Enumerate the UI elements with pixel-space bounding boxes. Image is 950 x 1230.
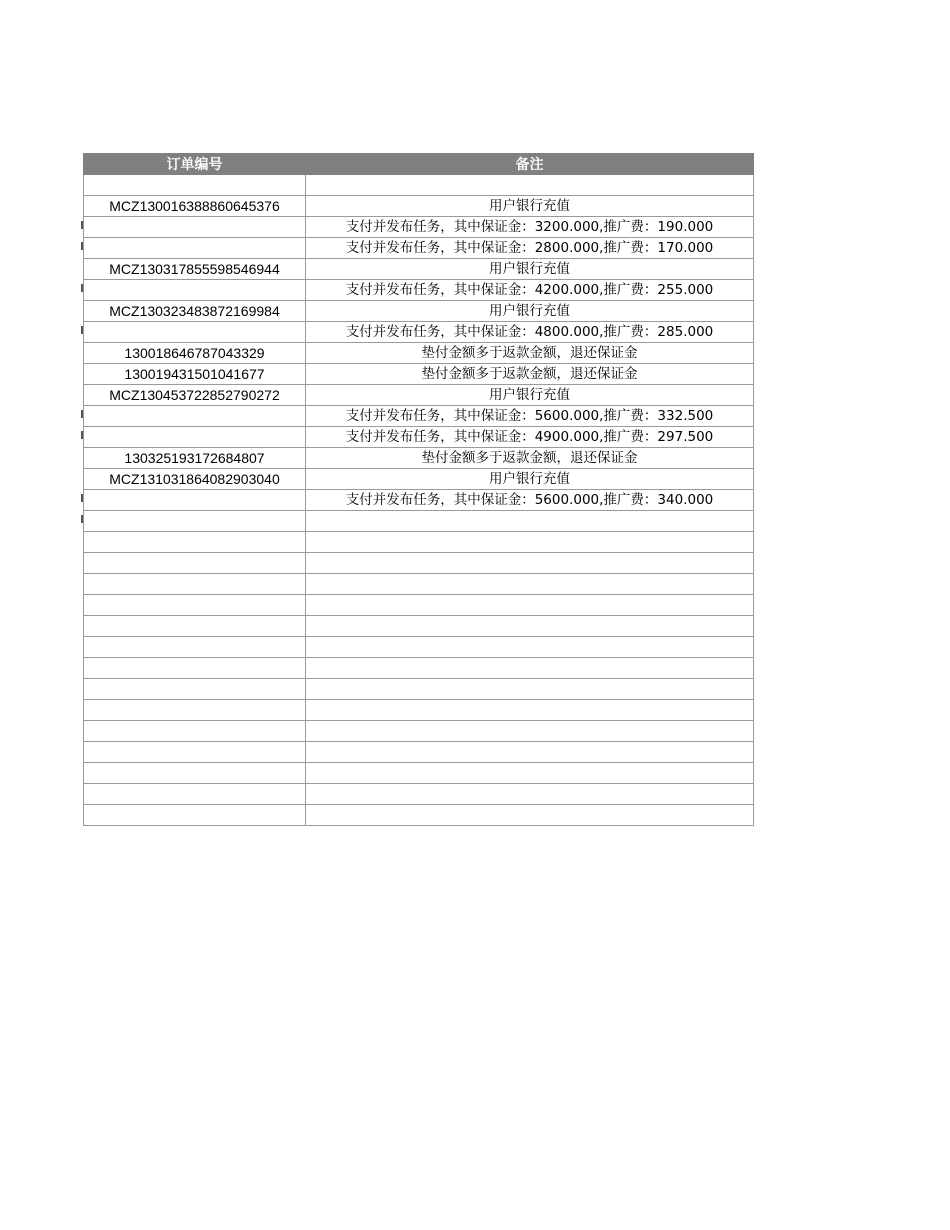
order-number-cell: [84, 238, 306, 259]
order-number-cell: [84, 280, 306, 301]
order-number-cell: [84, 574, 306, 595]
order-number-cell: MCZ130317855598546944: [84, 259, 306, 280]
order-number-cell: [84, 742, 306, 763]
order-number-cell: MCZ130323483872169984: [84, 301, 306, 322]
table-row: [84, 595, 754, 616]
table-row: [84, 469, 754, 490]
edge-mark: [81, 242, 83, 250]
table-row: [84, 343, 754, 364]
remark-header: 备注: [306, 154, 754, 175]
table-row: [84, 448, 754, 469]
table-row: [84, 700, 754, 721]
table-row: [84, 238, 754, 259]
order-number-cell: [84, 406, 306, 427]
table-row: [84, 301, 754, 322]
table-row: [84, 175, 754, 196]
order-number-cell: 130325193172684807: [84, 448, 306, 469]
header-row: [84, 154, 754, 175]
order-remark-sheet: [83, 153, 753, 826]
order-number-cell: [84, 784, 306, 805]
edge-mark: [81, 515, 83, 523]
remark-cell: 垫付金额多于返款金额，退还保证金: [306, 448, 754, 469]
edge-mark: [81, 494, 83, 502]
remark-cell: [306, 574, 754, 595]
remark-cell: [306, 532, 754, 553]
edge-mark: [81, 431, 83, 439]
remark-cell: 支付并发布任务，其中保证金：2800.000,推广费：170.000: [306, 238, 754, 259]
table-row: [84, 385, 754, 406]
order-number-cell: [84, 700, 306, 721]
edge-mark: [81, 326, 83, 334]
remark-cell: 用户银行充值: [306, 385, 754, 406]
table-row: [84, 217, 754, 238]
table-row: [84, 490, 754, 511]
remark-cell: 用户银行充值: [306, 301, 754, 322]
order-number-cell: [84, 763, 306, 784]
order-number-cell: [84, 175, 306, 196]
remark-cell: [306, 742, 754, 763]
remark-cell: [306, 637, 754, 658]
remark-cell: [306, 175, 754, 196]
table-row: [84, 805, 754, 826]
remark-cell: [306, 595, 754, 616]
table-row: [84, 427, 754, 448]
remark-cell: [306, 658, 754, 679]
remark-cell: 垫付金额多于返款金额，退还保证金: [306, 364, 754, 385]
table-row: [84, 322, 754, 343]
order-number-cell: [84, 322, 306, 343]
order-number-cell: [84, 217, 306, 238]
order-table: [83, 153, 754, 826]
table-row: [84, 511, 754, 532]
table-row: [84, 532, 754, 553]
table-row: [84, 280, 754, 301]
remark-cell: [306, 763, 754, 784]
table-row: [84, 721, 754, 742]
table-row: [84, 616, 754, 637]
order-number-cell: MCZ130016388860645376: [84, 196, 306, 217]
remark-cell: [306, 511, 754, 532]
table-row: [84, 763, 754, 784]
order-number-cell: [84, 616, 306, 637]
table-row: [84, 742, 754, 763]
order-number-cell: [84, 679, 306, 700]
remark-cell: 用户银行充值: [306, 259, 754, 280]
order-number-cell: [84, 721, 306, 742]
order-number-cell: [84, 427, 306, 448]
order-number-cell: [84, 511, 306, 532]
order-number-header: 订单编号: [84, 154, 306, 175]
remark-cell: 用户银行充值: [306, 469, 754, 490]
table-row: [84, 553, 754, 574]
remark-cell: 支付并发布任务，其中保证金：5600.000,推广费：340.000: [306, 490, 754, 511]
edge-mark: [81, 284, 83, 292]
remark-cell: [306, 679, 754, 700]
remark-cell: 支付并发布任务，其中保证金：4800.000,推广费：285.000: [306, 322, 754, 343]
table-row: [84, 574, 754, 595]
remark-cell: 支付并发布任务，其中保证金：3200.000,推广费：190.000: [306, 217, 754, 238]
order-number-cell: [84, 805, 306, 826]
table-row: [84, 658, 754, 679]
table-row: [84, 406, 754, 427]
remark-cell: [306, 700, 754, 721]
order-number-cell: MCZ130453722852790272: [84, 385, 306, 406]
order-number-cell: 130019431501041677: [84, 364, 306, 385]
remark-cell: 垫付金额多于返款金额，退还保证金: [306, 343, 754, 364]
edge-mark: [81, 410, 83, 418]
remark-cell: [306, 616, 754, 637]
table-row: [84, 259, 754, 280]
remark-cell: [306, 784, 754, 805]
remark-cell: 支付并发布任务，其中保证金：4900.000,推广费：297.500: [306, 427, 754, 448]
order-number-cell: [84, 658, 306, 679]
order-number-cell: 130018646787043329: [84, 343, 306, 364]
table-row: [84, 364, 754, 385]
remark-cell: [306, 721, 754, 742]
order-number-cell: MCZ131031864082903040: [84, 469, 306, 490]
order-number-cell: [84, 553, 306, 574]
order-number-cell: [84, 595, 306, 616]
order-number-cell: [84, 637, 306, 658]
remark-cell: 支付并发布任务，其中保证金：4200.000,推广费：255.000: [306, 280, 754, 301]
table-row: [84, 679, 754, 700]
table-row: [84, 637, 754, 658]
remark-cell: 支付并发布任务，其中保证金：5600.000,推广费：332.500: [306, 406, 754, 427]
table-body: [84, 175, 754, 826]
edge-mark: [81, 221, 83, 229]
remark-cell: [306, 805, 754, 826]
table-row: [84, 784, 754, 805]
table-row: [84, 196, 754, 217]
remark-cell: [306, 553, 754, 574]
order-number-cell: [84, 490, 306, 511]
remark-cell: 用户银行充值: [306, 196, 754, 217]
order-number-cell: [84, 532, 306, 553]
